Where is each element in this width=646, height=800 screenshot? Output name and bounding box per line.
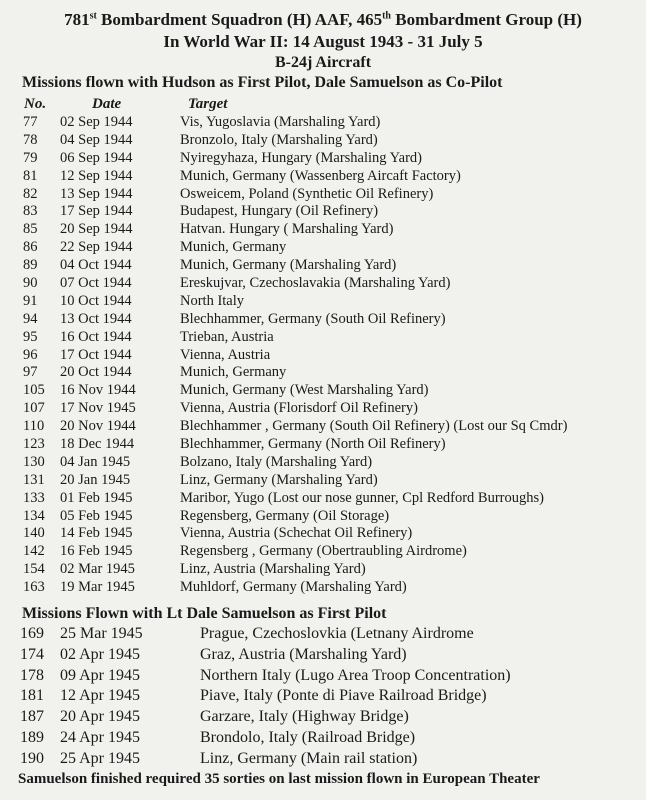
mission-target: Vis, Yugoslavia (Marshaling Yard) <box>180 114 381 130</box>
mission-row <box>0 729 646 750</box>
mission-number: 77 <box>23 114 38 130</box>
mission-date: 18 Dec 1944 <box>60 436 135 453</box>
mission-number: 154 <box>23 561 45 578</box>
mission-target: Nyiregyhaza, Hungary (Marshaling Yard) <box>180 149 423 166</box>
aircraft-label: B-24j Aircraft <box>274 54 372 71</box>
mission-number: 142 <box>23 543 45 560</box>
mission-number: 105 <box>23 382 45 399</box>
mission-number: 89 <box>23 257 38 274</box>
mission-row <box>0 150 646 168</box>
mission-target: Ereskujvar, Czechoslavakia (Marshaling Yard) <box>180 275 451 292</box>
mission-row <box>0 364 646 382</box>
mission-date: 17 Nov 1945 <box>60 400 136 417</box>
mission-number: 123 <box>23 436 45 453</box>
mission-number: 189 <box>20 728 44 746</box>
mission-date: 02 Sep 1944 <box>60 114 133 130</box>
mission-target: Linz, Austria (Marshaling Yard) <box>180 561 366 578</box>
mission-date: 17 Oct 1944 <box>60 346 132 363</box>
mission-row <box>0 472 646 490</box>
mission-target: Budapest, Hungary (Oil Refinery) <box>180 203 379 220</box>
mission-row <box>0 525 646 543</box>
mission-date: 16 Oct 1944 <box>60 328 132 345</box>
mission-number: 133 <box>23 489 45 506</box>
mission-date: 12 Apr 1945 <box>60 687 140 705</box>
mission-row <box>0 625 646 646</box>
mission-row <box>0 418 646 436</box>
mission-target: Blechhammer, Germany (North Oil Refinery) <box>180 436 446 453</box>
mission-number: 174 <box>20 645 44 663</box>
mission-row <box>0 203 646 221</box>
mission-number: 91 <box>23 292 38 309</box>
mission-date: 20 Sep 1944 <box>60 221 133 238</box>
mission-row <box>0 293 646 311</box>
mission-row <box>0 687 646 708</box>
mission-date: 13 Sep 1944 <box>60 185 133 202</box>
mission-date: 19 Mar 1945 <box>60 579 135 596</box>
mission-number: 78 <box>23 131 38 148</box>
title-superscript: th <box>382 10 391 22</box>
mission-row <box>0 400 646 418</box>
mission-number: 163 <box>23 579 45 596</box>
document-title <box>0 10 646 30</box>
mission-date: 24 Apr 1945 <box>60 728 140 746</box>
mission-target: Munich, Germany (Wassenberg Aircaft Factory) <box>180 167 461 184</box>
mission-number: 95 <box>23 328 38 345</box>
mission-list-first-pilot <box>0 625 646 771</box>
section2-title: Missions Flown with Lt Dale Samuelson as First Pilot <box>22 605 387 622</box>
mission-date: 10 Oct 1944 <box>60 292 132 309</box>
mission-target: Blechhammer, Germany (South Oil Refinery) <box>180 310 446 327</box>
mission-date: 20 Oct 1944 <box>60 364 132 381</box>
mission-number: 181 <box>20 687 44 705</box>
mission-row <box>0 132 646 150</box>
mission-date: 17 Sep 1944 <box>60 203 133 220</box>
mission-target: Brondolo, Italy (Railroad Bridge) <box>200 728 416 746</box>
mission-row <box>0 490 646 508</box>
mission-target: Maribor, Yugo (Lost our nose gunner, Cpl Redford Burroughs) <box>180 489 544 506</box>
mission-target: Blechhammer , Germany (South Oil Refinery) (Lost our Sq Cmdr) <box>180 418 568 435</box>
mission-date: 16 Feb 1945 <box>60 543 133 560</box>
mission-number: 90 <box>23 275 38 292</box>
mission-list-copilot <box>0 114 646 597</box>
title-part: Bombardment Squadron (H) AAF, 465 <box>96 10 383 29</box>
mission-target: Garzare, Italy (Highway Bridge) <box>200 708 409 726</box>
mission-date: 20 Nov 1944 <box>60 418 136 435</box>
mission-row <box>0 646 646 667</box>
mission-date: 22 Sep 1944 <box>60 239 133 256</box>
mission-target: Linz, Germany (Main rail station) <box>200 749 418 767</box>
mission-date: 14 Feb 1945 <box>60 525 133 542</box>
mission-row <box>0 311 646 329</box>
mission-target: Vienna, Austria (Florisdorf Oil Refinery) <box>180 400 418 417</box>
mission-date: 02 Mar 1945 <box>60 561 135 578</box>
mission-row <box>0 579 646 597</box>
mission-date: 06 Sep 1944 <box>60 149 133 166</box>
mission-row <box>0 708 646 729</box>
mission-number: 178 <box>20 666 44 684</box>
section1-title: Missions flown with Hudson as First Pilot, Dale Samuelson as Co-Pilot <box>22 74 503 91</box>
mission-row <box>0 561 646 579</box>
mission-date: 20 Apr 1945 <box>60 708 140 726</box>
mission-date: 16 Nov 1944 <box>60 382 136 399</box>
mission-target: Graz, Austria (Marshaling Yard) <box>200 645 407 663</box>
mission-target: Prague, Czechoslovkia (Letnany Airdrome <box>200 625 474 642</box>
footer-note: Samuelson finished required 35 sorties on last mission flown in European Theater <box>18 771 540 787</box>
column-header-target: Target <box>188 96 228 112</box>
mission-date: 20 Jan 1945 <box>60 471 131 488</box>
mission-row <box>0 168 646 186</box>
mission-number: 85 <box>23 221 38 238</box>
mission-target: Hatvan. Hungary ( Marshaling Yard) <box>180 221 394 238</box>
mission-number: 131 <box>23 471 45 488</box>
mission-date: 01 Feb 1945 <box>60 489 133 506</box>
mission-number: 81 <box>23 167 38 184</box>
mission-number: 83 <box>23 203 38 220</box>
mission-number: 79 <box>23 149 38 166</box>
mission-number: 110 <box>23 418 45 435</box>
mission-number: 82 <box>23 185 38 202</box>
mission-target: Vienna, Austria (Schechat Oil Refinery) <box>180 525 413 542</box>
mission-target: Trieban, Austria <box>180 328 274 345</box>
mission-date: 05 Feb 1945 <box>60 507 133 524</box>
mission-row <box>0 454 646 472</box>
mission-target: Northern Italy (Lugo Area Troop Concentration) <box>200 666 511 684</box>
mission-number: 96 <box>23 346 38 363</box>
mission-target: Munich, Germany <box>180 239 287 256</box>
mission-row <box>0 347 646 365</box>
mission-target: Munich, Germany <box>180 364 287 381</box>
mission-target: North Italy <box>180 292 245 309</box>
mission-row <box>0 275 646 293</box>
column-header-date: Date <box>92 96 122 112</box>
mission-target: Linz, Germany (Marshaling Yard) <box>180 471 378 488</box>
mission-target: Munich, Germany (Marshaling Yard) <box>180 257 397 274</box>
mission-row <box>0 239 646 257</box>
title-part: Bombardment Group (H) <box>390 10 582 29</box>
title-part: 781 <box>64 10 90 29</box>
mission-number: 134 <box>23 507 45 524</box>
mission-date: 25 Apr 1945 <box>60 749 140 767</box>
mission-row <box>0 114 646 132</box>
mission-number: 140 <box>23 525 45 542</box>
mission-target: Bolzano, Italy (Marshaling Yard) <box>180 453 373 470</box>
mission-number: 107 <box>23 400 45 417</box>
document-subtitle: In World War II: 14 August 1943 - 31 July 5 <box>163 32 483 51</box>
mission-number: 97 <box>23 364 38 381</box>
mission-row <box>0 667 646 688</box>
mission-target: Bronzolo, Italy (Marshaling Yard) <box>180 131 378 148</box>
mission-target: Muhldorf, Germany (Marshaling Yard) <box>180 579 407 596</box>
mission-date: 25 Mar 1945 <box>60 625 143 642</box>
mission-target: Munich, Germany (West Marshaling Yard) <box>180 382 429 399</box>
mission-number: 94 <box>23 310 38 327</box>
mission-row <box>0 750 646 771</box>
mission-target: Vienna, Austria <box>180 346 271 363</box>
mission-row <box>0 221 646 239</box>
mission-target: Osweicem, Poland (Synthetic Oil Refinery) <box>180 185 434 202</box>
title-superscript: st <box>89 10 97 22</box>
mission-row <box>0 186 646 204</box>
mission-date: 04 Oct 1944 <box>60 257 132 274</box>
mission-row <box>0 543 646 561</box>
mission-number: 86 <box>23 239 38 256</box>
mission-target: Regensberg , Germany (Obertraubling Airdrome) <box>180 543 467 560</box>
mission-number: 169 <box>20 625 44 642</box>
mission-row <box>0 329 646 347</box>
mission-date: 13 Oct 1944 <box>60 310 132 327</box>
mission-date: 12 Sep 1944 <box>60 167 133 184</box>
mission-number: 187 <box>20 708 44 726</box>
mission-date: 04 Sep 1944 <box>60 131 133 148</box>
mission-date: 07 Oct 1944 <box>60 275 132 292</box>
mission-date: 09 Apr 1945 <box>60 666 140 684</box>
mission-date: 02 Apr 1945 <box>60 645 140 663</box>
mission-date: 04 Jan 1945 <box>60 453 131 470</box>
mission-row <box>0 436 646 454</box>
mission-row <box>0 257 646 275</box>
mission-target: Piave, Italy (Ponte di Piave Railroad Bridge) <box>200 687 487 705</box>
column-header-no: No. <box>24 96 47 112</box>
mission-row <box>0 508 646 526</box>
mission-row <box>0 382 646 400</box>
mission-number: 130 <box>23 453 45 470</box>
mission-number: 190 <box>20 749 44 767</box>
mission-target: Regensberg, Germany (Oil Storage) <box>180 507 390 524</box>
